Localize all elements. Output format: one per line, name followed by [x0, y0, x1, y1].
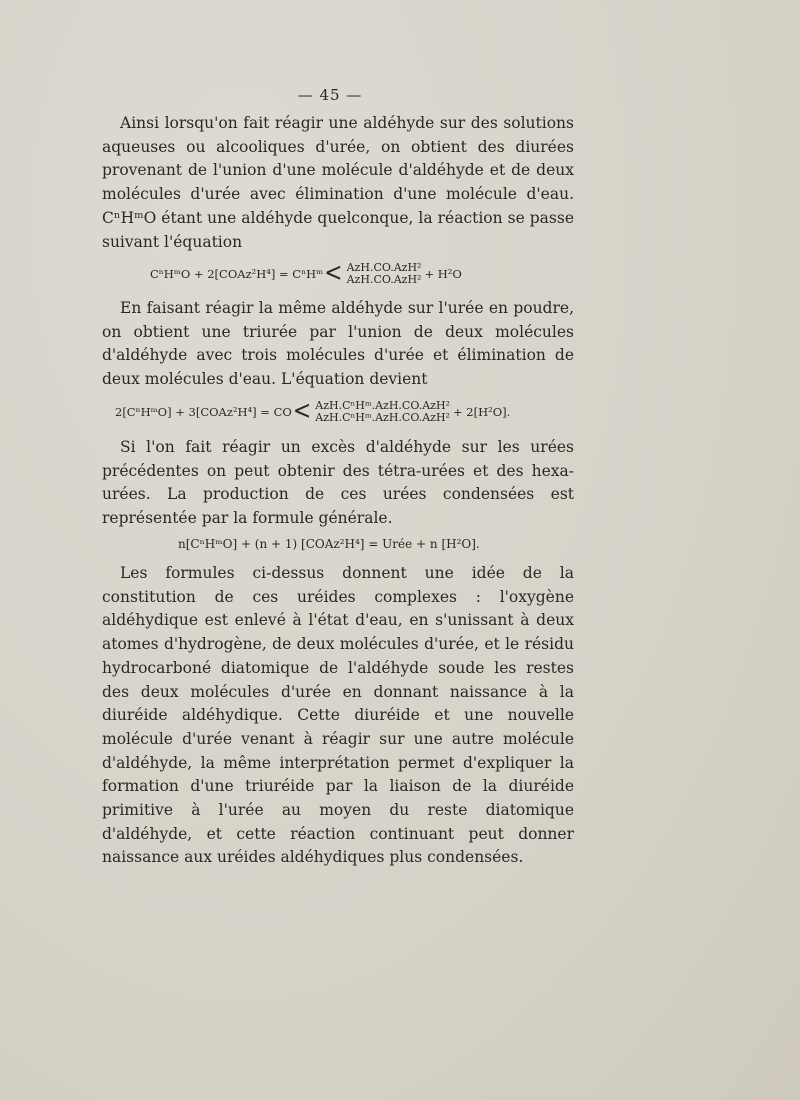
equation-2-top: AzH.CⁿHᵐ.AzH.CO.AzH²	[315, 399, 450, 412]
equation-1-top: AzH.CO.AzH²	[346, 261, 422, 274]
equation-2-branches	[315, 400, 450, 424]
equation-2-right: + 2[H²O].	[452, 405, 511, 419]
equation-1-left: CⁿHᵐO + 2[COAz²H⁴] = CⁿHᵐ	[150, 267, 324, 281]
paragraph-4	[102, 562, 574, 870]
equation-2	[115, 396, 511, 427]
page-number: — 45 —	[297, 86, 363, 104]
paragraph-3-text: Si l'on fait réagir un excès d'aldéhyde sur les urées précédentes on peut obtenir des tétra-urées et des hexa-urées. La production de ces urées condensées est représentée par la formule générale.	[102, 438, 574, 528]
equation-3-text: n[CⁿHᵐO] + (n + 1) [COAz²H⁴] = Urée + n [H²O].	[178, 537, 480, 551]
equation-2-left: 2[CⁿHᵐO] + 3[COAz²H⁴] = CO	[115, 405, 292, 419]
equation-1-branches	[347, 262, 422, 286]
equation-3	[178, 537, 480, 551]
paragraph-1	[102, 112, 574, 254]
equation-2-brace: <	[292, 396, 312, 427]
equation-1-right: + H²O	[424, 267, 462, 281]
equation-2-bottom: AzH.CⁿHᵐ.AzH.CO.AzH²	[315, 411, 450, 424]
equation-1	[150, 258, 462, 289]
equation-1-brace: <	[324, 258, 343, 289]
paragraph-4-text: Les formules ci-dessus donnent une idée de la constitution de ces uréides complexes : l'oxygène aldéhydique est enlevé à l'état d'eau, en s'unissant à deux atomes d'hydrogène, de deux molécules d'urée, et le résidu hydrocarboné diatomique de l'aldéhyde soude les restes des deux molécules d'urée en donnant naissance à la diuréide aldéhydique. Cette diuréide et une nouvelle molécule d'urée venant à réagir sur une autre molécule d'aldéhyde, la même interprétation permet d'expliquer la formation d'une triuréide par la liaison de la diuréide primitive à l'urée au moyen du reste diatomique d'aldéhyde, et cette réaction continuant peut donner naissance aux uréides aldéhydiques plus condensées.	[102, 564, 574, 867]
paragraph-1-text: Ainsi lorsqu'on fait réagir une aldéhyde sur des solutions aqueuses ou alcooliques d'urée, on obtient des diurées provenant de l'union d'une molécule d'aldéhyde et de deux molécules d'urée avec élimination d'une molécule d'eau. CⁿHᵐO étant une aldéhyde quelconque, la réaction se passe suivant l'équation	[102, 114, 574, 251]
paragraph-3	[102, 436, 574, 531]
paragraph-2	[102, 297, 574, 392]
paragraph-2-text: En faisant réagir la même aldéhyde sur l'urée en poudre, on obtient une triurée par l'union de deux molécules d'aldéhyde avec trois molécules d'urée et élimination de deux molécules d'eau. L'équation devient	[102, 299, 574, 389]
equation-1-bottom: AzH.CO.AzH²	[346, 273, 422, 286]
